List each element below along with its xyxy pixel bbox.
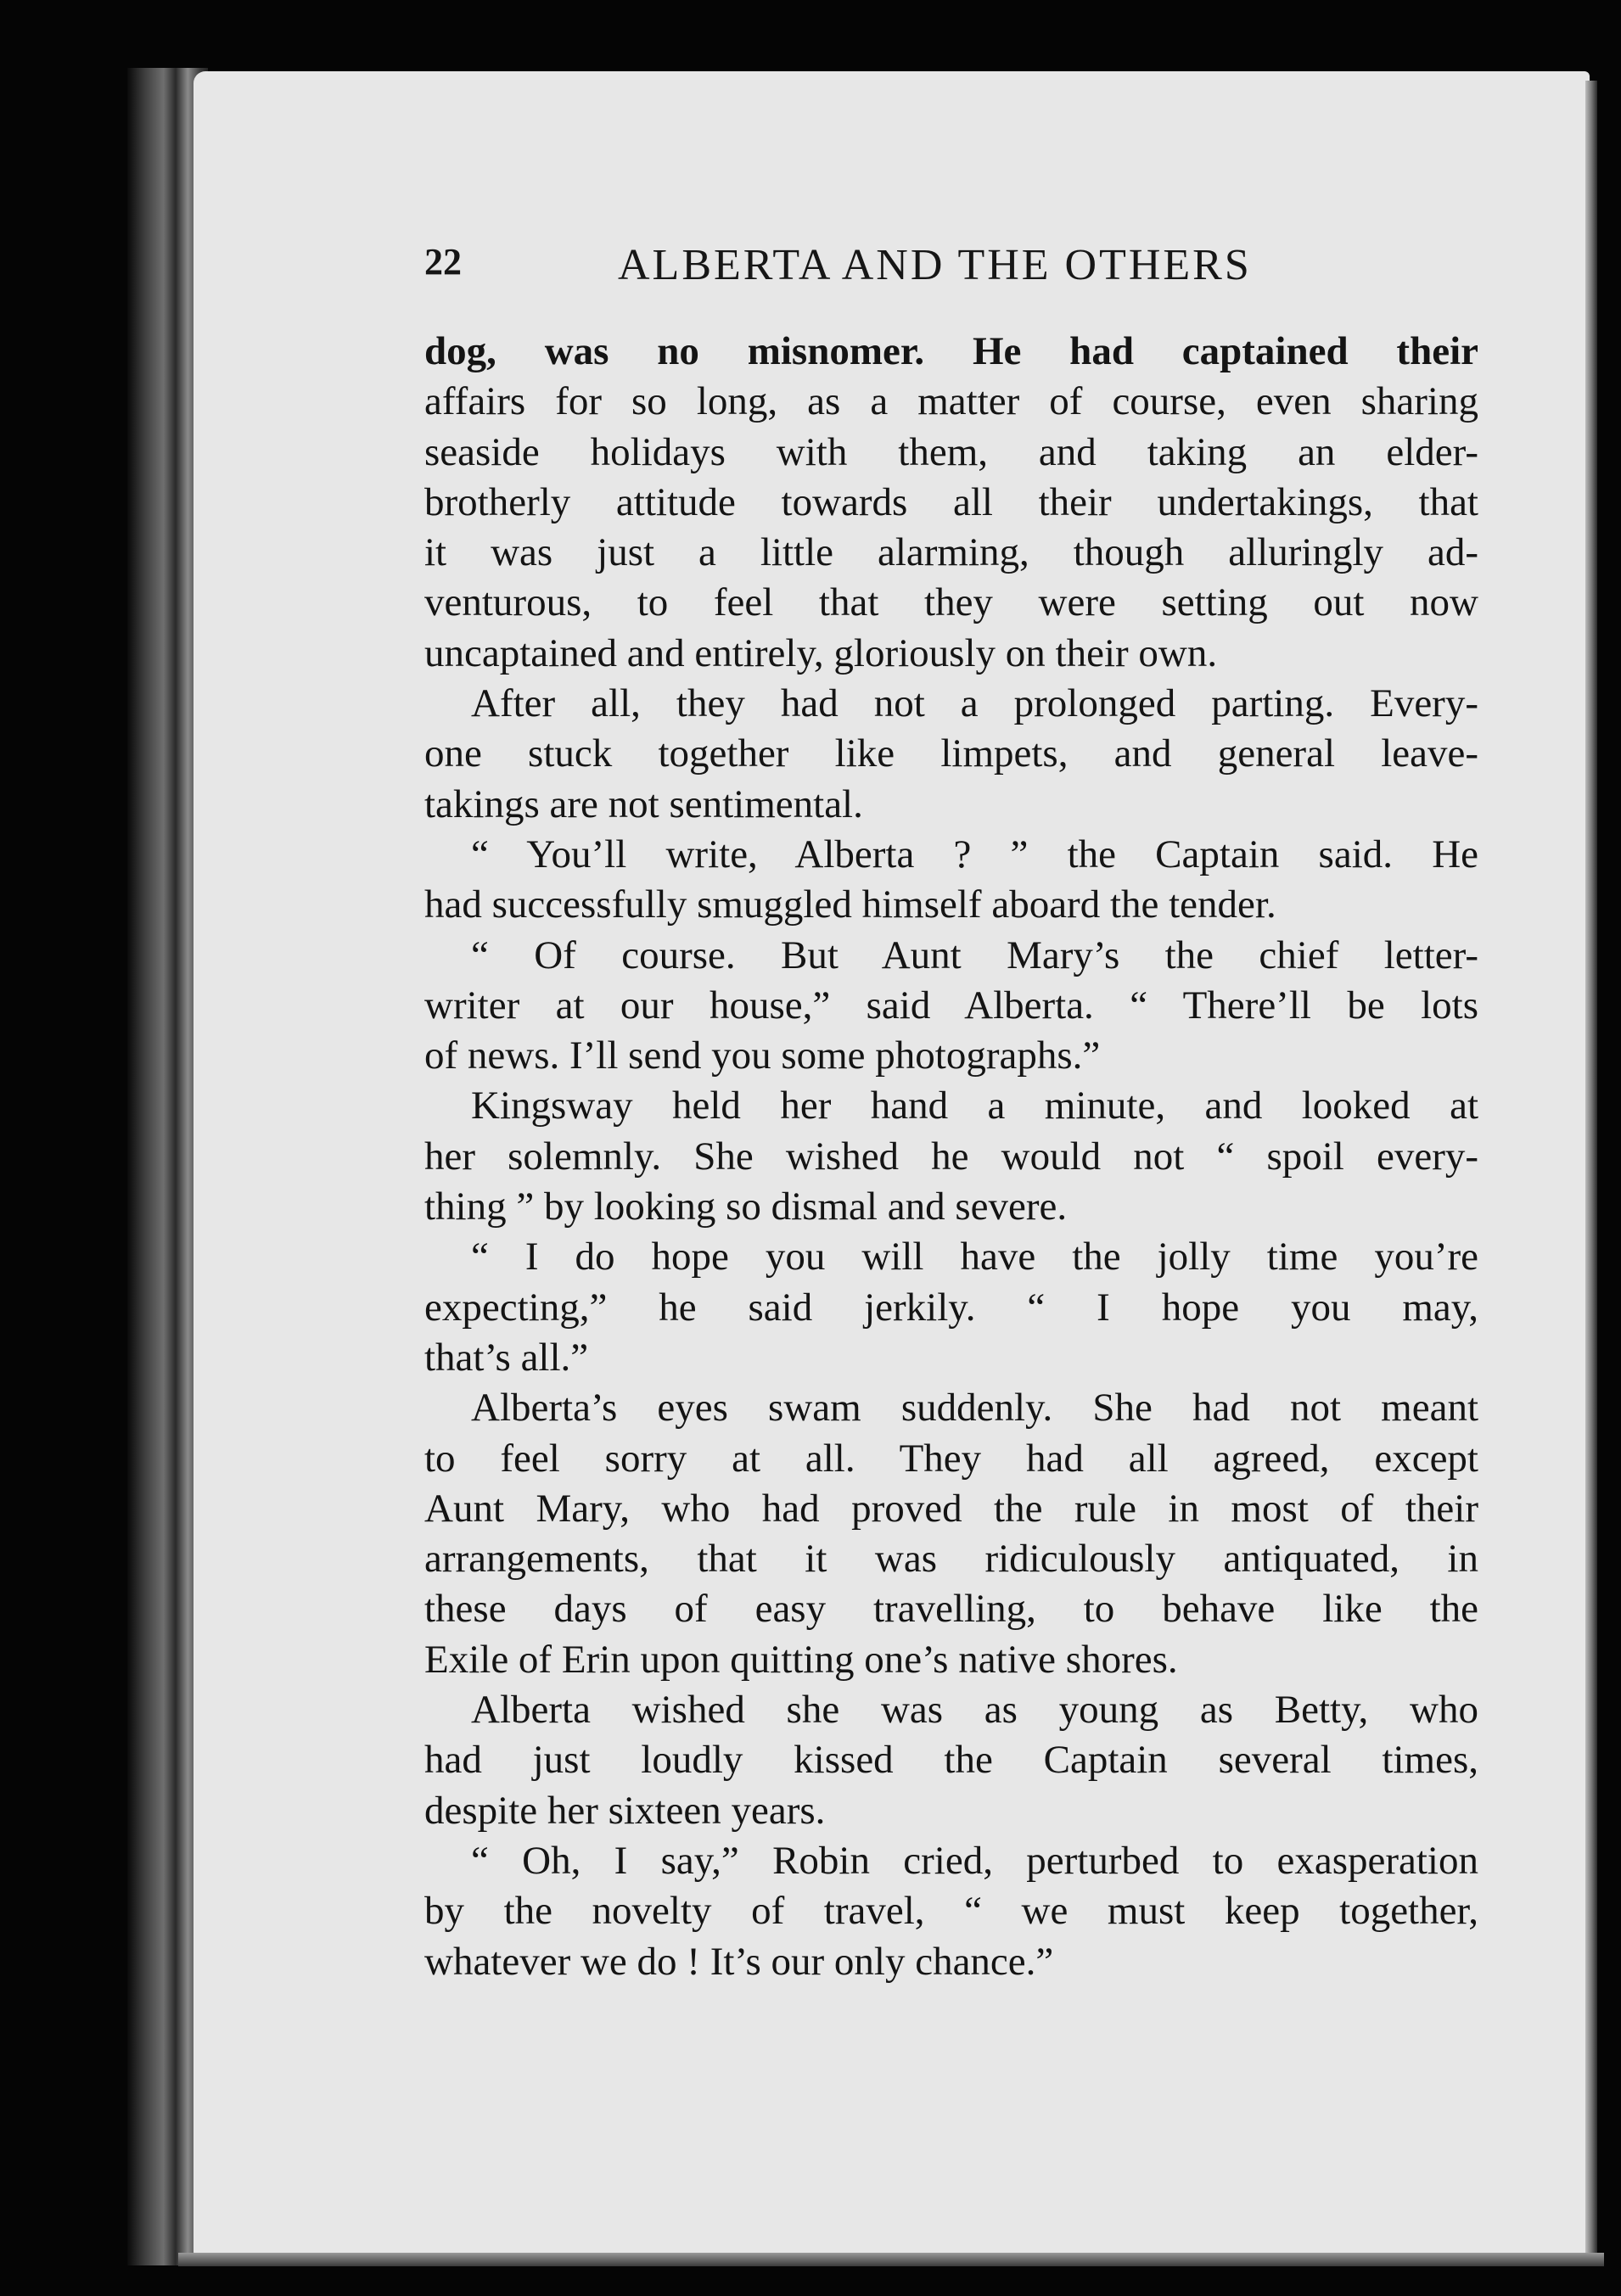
text-line: had successfully smuggled himself aboard the tender. xyxy=(424,882,1276,927)
text-line: one stuck together like limpets, and general leave- xyxy=(424,731,1478,776)
text-line: affairs for so long, as a matter of course, even sharing xyxy=(424,379,1478,424)
page-bottom-edge xyxy=(178,2253,1604,2266)
text-line: “ Oh, I say,” Robin cried, perturbed to exasperation xyxy=(471,1838,1478,1883)
text-line: takings are not sentimental. xyxy=(424,781,863,826)
text-line: these days of easy travelling, to behave like the xyxy=(424,1587,1478,1632)
text-line: her solemnly. She wished he would not “ spoil every- xyxy=(424,1134,1478,1179)
text-line: Alberta’s eyes swam suddenly. She had not meant xyxy=(471,1386,1478,1431)
page-right-edge xyxy=(1585,81,1597,2261)
text-line: it was just a little alarming, though alluringly ad- xyxy=(424,530,1478,575)
text-line: Kingsway held her hand a minute, and looked at xyxy=(471,1084,1478,1128)
text-line: writer at our house,” said Alberta. “ There’ll be lots xyxy=(424,983,1478,1028)
book-title: ALBERTA AND THE OTHERS xyxy=(618,241,1252,289)
text-line: arrangements, that it was ridiculously antiquated, in xyxy=(424,1537,1478,1582)
text-line: After all, they had not a prolonged parting. Every- xyxy=(471,681,1478,726)
text-line: “ You’ll write, Alberta ? ” the Captain said. He xyxy=(471,832,1478,876)
running-head xyxy=(424,240,1477,300)
text-line: whatever we do ! It’s our only chance.” xyxy=(424,1939,1054,1984)
text-line: uncaptained and entirely, gloriously on their own. xyxy=(424,630,1218,675)
text-line: despite her sixteen years. xyxy=(424,1788,826,1833)
text-line: seaside holidays with them, and taking an elder- xyxy=(424,429,1478,474)
text-line: to feel sorry at all. They had all agreed, except xyxy=(424,1436,1478,1481)
text-line: expecting,” he said jerkily. “ I hope you may, xyxy=(424,1285,1478,1330)
text-line: “ I do hope you will have the jolly time you’re xyxy=(471,1235,1478,1280)
text-line: that’s all.” xyxy=(424,1335,589,1380)
text-line: Aunt Mary, who had proved the rule in most of their xyxy=(424,1486,1478,1531)
text-line: dog, was no misnomer. He had captained their xyxy=(424,329,1478,373)
page-number: 22 xyxy=(424,241,462,283)
text-line: venturous, to feel that they were setting out now xyxy=(424,580,1478,625)
text-line: “ Of course. But Aunt Mary’s the chief letter- xyxy=(471,932,1478,977)
body-text xyxy=(424,327,1478,1987)
text-line: thing ” by looking so dismal and severe. xyxy=(424,1184,1068,1229)
text-line: by the novelty of travel, “ we must keep together, xyxy=(424,1889,1478,1934)
text-line: Alberta wished she was as young as Betty, who xyxy=(471,1688,1478,1733)
text-line: of news. I’ll send you some photographs.” xyxy=(424,1033,1101,1078)
text-line: brotherly attitude towards all their undertakings, that xyxy=(424,479,1478,524)
text-line: had just loudly kissed the Captain several times, xyxy=(424,1738,1478,1783)
text-line: Exile of Erin upon quitting one’s native shores. xyxy=(424,1637,1178,1682)
